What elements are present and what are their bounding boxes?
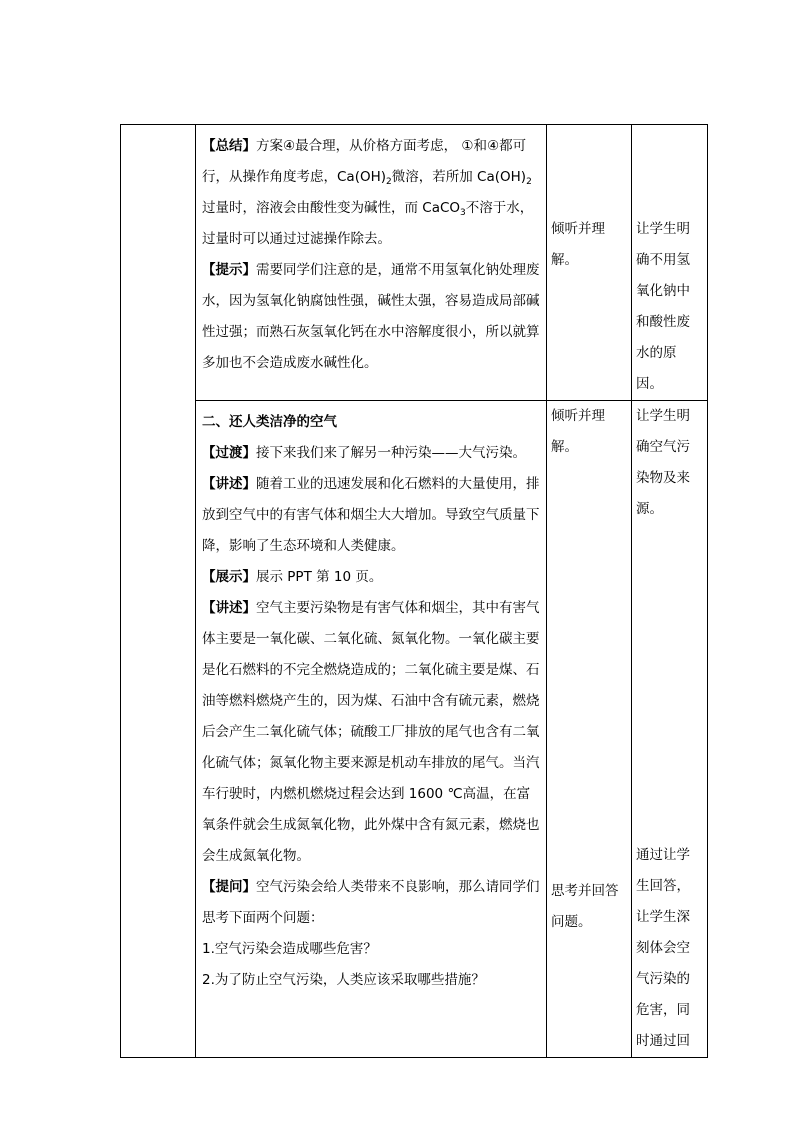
- teacher-activity-cell: [196, 401, 547, 1058]
- table-row: [121, 125, 708, 401]
- question-tag: 【提问】: [202, 879, 256, 895]
- hint-text: 需要同学们注意的是，通常不用氢氧化钠处理废水，因为氢氧化钠腐蚀性强，碱性太强，容易造成局部碱性过强；而熟石灰氢氧化钙在水中溶解度很小，所以就算多加也不会造成废水碱性化。: [202, 262, 540, 371]
- subscript: 2: [386, 177, 392, 187]
- student-activity-cell: [547, 401, 632, 1058]
- question-text: 空气污染会给人类带来不良影响，那么请同学们思考下面两个问题：: [202, 879, 540, 926]
- narration-paragraph: [202, 593, 540, 872]
- design-intent-text: 让学生明确不用氢氧化钠中和酸性废水的原因。: [636, 221, 690, 392]
- transition-text: 接下来我们来了解另一种污染——大气污染。: [256, 445, 526, 461]
- summary-tag: 【总结】: [202, 138, 256, 154]
- subscript: 3: [460, 208, 466, 218]
- question-item: 2.为了防止空气污染，人类应该采取哪些措施？: [202, 972, 485, 988]
- display-paragraph: [202, 562, 540, 593]
- design-intent-text: 让学生明确空气污染物及来源。: [636, 408, 690, 517]
- student-activity-text: 思考并回答问题。: [551, 883, 619, 930]
- subscript: 2: [526, 177, 532, 187]
- transition-tag: 【过渡】: [202, 445, 256, 461]
- design-intent-text: 通过让学生回答，让学生深刻体会空气污染的危害，同时通过回: [636, 847, 690, 1049]
- display-text: 展示 PPT 第 10 页。: [256, 569, 383, 585]
- design-intent-cell: [632, 125, 708, 401]
- narration-tag: 【讲述】: [202, 600, 256, 616]
- teacher-activity-cell: [196, 125, 547, 401]
- question-paragraph: [202, 872, 540, 934]
- summary-text: 不溶于水，过量时可以通过过滤操作除去。: [202, 200, 534, 247]
- summary-text: 微溶，若所加 Ca(OH): [391, 169, 527, 185]
- question-item: 1.空气污染会造成哪些危害？: [202, 941, 377, 957]
- summary-text: 方案④最合理，从价格方面考虑， ①和④都可行，从操作角度考虑，Ca(OH): [202, 138, 527, 185]
- table-row: [121, 401, 708, 1058]
- lesson-plan-table: [120, 124, 708, 1058]
- summary-paragraph: [202, 131, 540, 255]
- hint-paragraph: [202, 255, 540, 379]
- narration-tag: 【讲述】: [202, 476, 256, 492]
- section-heading: 二、还人类洁净的空气: [202, 414, 337, 430]
- narration-paragraph: [202, 469, 540, 562]
- narration-text: 空气主要污染物是有害气体和烟尘，其中有害气体主要是一氧化碳、二氧化硫、氮氧化物。一氧化碳主要是化石燃料的不完全燃烧造成的；二氧化硫主要是煤、石油等燃料燃烧产生的，因为煤、石油中含有硫元素，燃烧后会产生二氧化硫气体；硫酸工厂排放的尾气也含有二氧化硫气体；氮氧化物主要来源是机动车排放的尾气。当汽车行驶时，内燃机燃烧过程会达到 1600 ℃高温，在富氧条件就会生成氮氧化物，此外煤中含有氮元素，燃烧也会生成氮氧化物。: [202, 600, 540, 864]
- empty-stage-cell: [121, 125, 196, 1058]
- transition-paragraph: [202, 438, 540, 469]
- summary-text: 过量时，溶液会由酸性变为碱性，而 CaCO: [202, 200, 461, 216]
- hint-tag: 【提示】: [202, 262, 256, 278]
- display-tag: 【展示】: [202, 569, 256, 585]
- student-activity-text: 倾听并理解。: [551, 408, 605, 455]
- student-activity-text: 倾听并理解。: [551, 221, 605, 268]
- narration-text: 随着工业的迅速发展和化石燃料的大量使用，排放到空气中的有害气体和烟尘大大增加。导致空气质量下降，影响了生态环境和人类健康。: [202, 476, 540, 554]
- design-intent-cell: [632, 401, 708, 1058]
- student-activity-cell: [547, 125, 632, 401]
